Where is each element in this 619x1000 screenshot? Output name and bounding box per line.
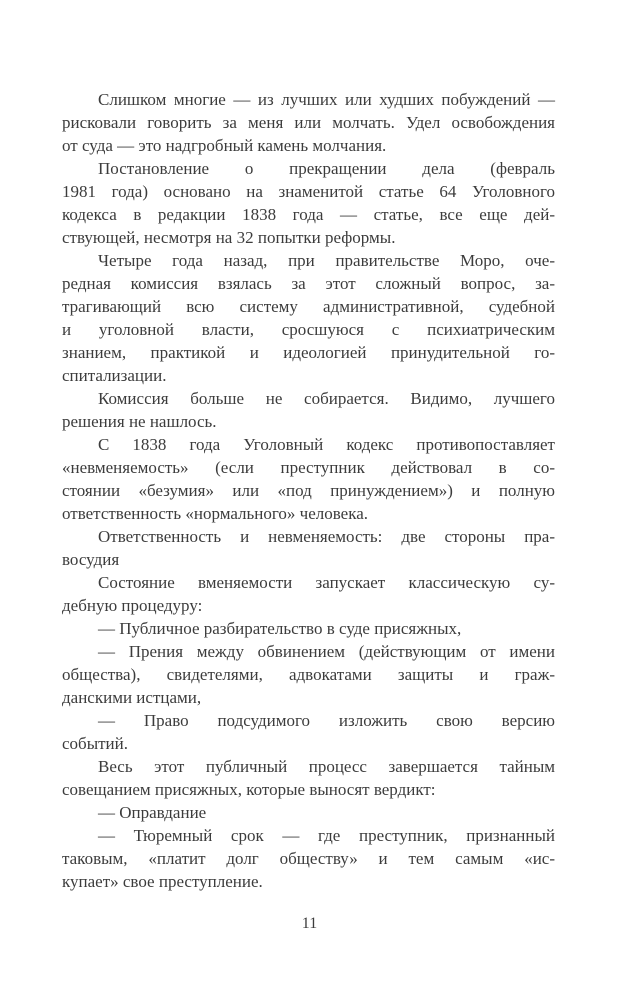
text-block: [62, 88, 555, 893]
text-line: и уголовной власти, сросшуюся с психиатрическим: [62, 320, 555, 339]
text-line: совещанием присяжных, которые выносят вердикт:: [62, 780, 436, 799]
text-line: ответственность «нормального» человека.: [62, 504, 369, 523]
text-line: — Право подсудимого изложить свою версию: [98, 711, 555, 730]
text-line: Комиссия больше не собирается. Видимо, лучшего: [98, 389, 555, 408]
page-number: 11: [301, 915, 318, 932]
text-line: — Оправдание: [98, 803, 207, 822]
text-line: данскими истцами,: [62, 688, 202, 707]
text-line: знанием, практикой и идеологией принудительной го-: [62, 343, 555, 362]
text-line: ствующей, несмотря на 32 попытки реформы.: [62, 228, 396, 247]
text-line: Четыре года назад, при правительстве Моро, оче-: [98, 251, 555, 270]
text-line: редная комиссия взялась за этот сложный вопрос, за-: [62, 274, 555, 293]
text-line: 1981 года) основано на знаменитой статье 64 Уголовного: [62, 182, 555, 201]
text-line: таковым, «платит долг обществу» и тем самым «ис-: [62, 849, 555, 868]
text-line: трагивающий всю систему административной, судебной: [62, 297, 555, 316]
text-line: — Публичное разбирательство в суде присяжных,: [98, 619, 462, 638]
text-line: рисковали говорить за меня или молчать. Удел освобождения: [62, 113, 555, 132]
text-line: Ответственность и невменяемость: две стороны пра-: [98, 527, 555, 546]
text-line: решения не нашлось.: [62, 412, 217, 431]
text-line: «невменяемость» (если преступник действовал в со-: [62, 458, 555, 477]
text-line: стоянии «безумия» или «под принуждением») и полную: [62, 481, 555, 500]
text-line: Состояние вменяемости запускает классическую су-: [98, 573, 555, 592]
text-line: С 1838 года Уголовный кодекс противопоставляет: [98, 435, 555, 454]
text-line: восудия: [62, 550, 120, 569]
text-line: событий.: [62, 734, 128, 753]
text-line: Весь этот публичный процесс завершается тайным: [98, 757, 555, 776]
text-line: Постановление о прекращении дела (февраль: [98, 159, 555, 178]
text-line: общества), свидетелями, адвокатами защиты и граж-: [62, 665, 555, 684]
text-line: дебную процедуру:: [62, 596, 203, 615]
text-line: от суда — это надгробный камень молчания.: [62, 136, 387, 155]
text-line: — Тюремный срок — где преступник, признанный: [98, 826, 555, 845]
text-line: — Прения между обвинением (действующим от имени: [98, 642, 555, 661]
text-line: Слишком многие — из лучших или худших побуждений —: [98, 90, 555, 109]
text-line: кодекса в редакции 1838 года — статье, все еще дей-: [62, 205, 555, 224]
text-line: купает» свое преступление.: [62, 872, 263, 891]
text-line: спитализации.: [62, 366, 167, 385]
